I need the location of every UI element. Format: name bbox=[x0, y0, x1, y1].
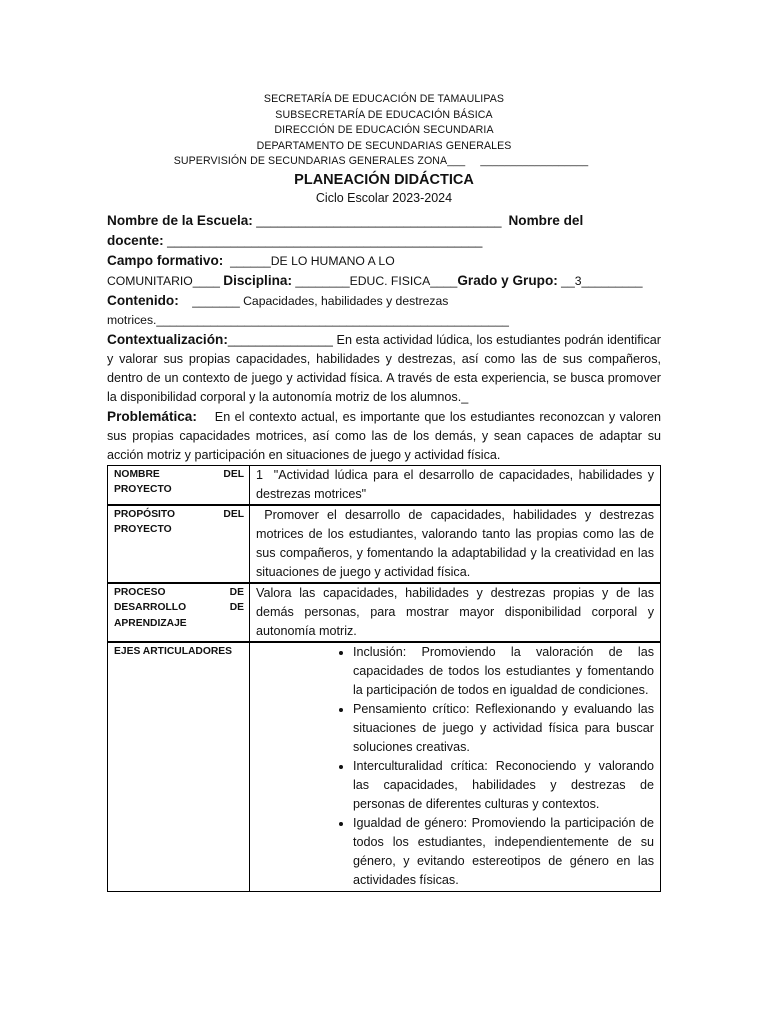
header-direccion: DIRECCIÓN DE EDUCACIÓN SECUNDARIA bbox=[274, 124, 494, 136]
table-row bbox=[108, 505, 661, 583]
header-subsecretaria: SUBSECRETARÍA DE EDUCACIÓN BÁSICA bbox=[275, 108, 493, 121]
table-content-cell: Promover el desarrollo de capacidades, habilidades y destrezas motrices de los estudiantes, valorando tanto las propias como las de sus compañeros, y fomentando la adaptabilidad y la creatividad en las situaciones de juego y actividad física. bbox=[250, 505, 661, 583]
contextualizacion-label: Contextualización: bbox=[107, 331, 228, 347]
teacher-name-label-2: docente: bbox=[107, 232, 164, 248]
row-label-line: DESARROLLO DE bbox=[114, 602, 244, 613]
table-content-cell bbox=[250, 642, 661, 892]
contenido-value: _______ Capacidades, habilidades y destrezas bbox=[178, 293, 449, 308]
row-label-line: EJES ARTICULADORES bbox=[114, 645, 233, 657]
contextualizacion-paragraph bbox=[107, 330, 661, 407]
list-item: • Pensamiento crítico: Reflexionando y evaluando las situaciones de juego y actividad física para buscar soluciones creativas. bbox=[353, 700, 654, 757]
campo-formativo-value-2: COMUNITARIO____ bbox=[107, 273, 224, 288]
school-name-line bbox=[107, 211, 661, 231]
problematica-paragraph bbox=[107, 407, 665, 465]
grado-grupo-label: Grado y Grupo: bbox=[457, 272, 558, 288]
table-row bbox=[108, 465, 661, 505]
row-label-line: PROPÓSITO DEL bbox=[114, 508, 244, 520]
table-label-cell bbox=[108, 642, 250, 892]
planning-table bbox=[107, 465, 661, 892]
list-item: • Inclusión: Promoviendo la valoración de las capacidades de todos los estudiantes y fomentando la participación de todos en igualdad de condiciones. bbox=[353, 643, 654, 700]
ejes-list bbox=[256, 643, 654, 890]
contenido-value-2: motrices.____________________________________________________ bbox=[107, 312, 509, 327]
disciplina-label: Disciplina: bbox=[223, 272, 293, 288]
contenido-line-2 bbox=[107, 311, 661, 330]
contenido-label: Contenido: bbox=[107, 292, 179, 308]
disciplina-value: ________EDUC. FISICA____ bbox=[292, 273, 458, 288]
document-title: PLANEACIÓN DIDÁCTICA bbox=[294, 171, 474, 188]
contextualizacion-text: _______________ En esta actividad lúdica, los estudiantes podrán identificar y valorar sus propias capacidades, habilidades y destrezas, así como las de sus compañeros, dentro de un contexto de juego y actividad física. A través de esta experiencia, se busca promover la disponibilidad corporal y la autonomía motriz de los alumnos._ bbox=[107, 332, 661, 404]
problematica-text: En el contexto actual, es importante que los estudiantes reconozcan y valoren sus propias capacidades motrices, así como las de los demás, y sean capaces de adaptar su acción motriz y participación en situaciones de juego y actividad física. bbox=[107, 409, 665, 462]
campo-formativo-value: ______DE LO HUMANO A LO bbox=[223, 253, 395, 268]
header-secretaria: SECRETARÍA DE EDUCACIÓN DE TAMAULIPAS bbox=[263, 93, 505, 105]
header-departamento: DEPARTAMENTO DE SECUNDARIAS GENERALES bbox=[256, 139, 512, 152]
list-item: • Interculturalidad crítica: Reconociendo y valorando las capacidades, habilidades y destrezas de personas de diferentes culturas y contextos. bbox=[353, 757, 654, 814]
table-label-cell bbox=[108, 505, 250, 583]
table-content-cell: 1 "Actividad lúdica para el desarrollo de capacidades, habilidades y destrezas motrices" bbox=[250, 465, 661, 505]
contenido-line bbox=[107, 291, 661, 311]
row-label-line: PROYECTO bbox=[114, 484, 172, 495]
teacher-name-label: Nombre del bbox=[508, 212, 584, 228]
table-content-cell: Valora las capacidades, habilidades y destrezas propias y de las demás personas, para mostrar mayor disponibilidad corporal y autonomía motriz. bbox=[250, 583, 661, 642]
school-name-blank: ___________________________________ bbox=[252, 213, 509, 228]
school-name-label: Nombre de la Escuela: bbox=[107, 212, 253, 228]
table-label-cell bbox=[108, 583, 250, 642]
teacher-name-blank: _____________________________________________ bbox=[163, 233, 483, 248]
table-label-cell bbox=[108, 465, 250, 505]
campo-formativo-label: Campo formativo: bbox=[107, 252, 224, 268]
row-label-line: PROYECTO bbox=[114, 524, 172, 535]
table-row bbox=[108, 642, 661, 892]
grado-grupo-value: __3_________ bbox=[557, 273, 643, 288]
teacher-name-line bbox=[107, 231, 661, 251]
table-row bbox=[108, 583, 661, 642]
row-label-line: PROCESO DE bbox=[114, 586, 244, 598]
disciplina-line bbox=[107, 271, 661, 291]
list-item: • Igualdad de género: Promoviendo la participación de todos los estudiantes, independientemente de su género, y evitando estereotipos de género en las actividades físicas. bbox=[353, 814, 654, 890]
document-page bbox=[107, 92, 665, 892]
campo-formativo-line bbox=[107, 251, 661, 271]
problematica-label: Problemática: bbox=[107, 408, 197, 424]
row-label-line: APRENDIZAJE bbox=[114, 617, 187, 629]
header-supervision: SUPERVISIÓN DE SECUNDARIAS GENERALES ZONA___ __________________ bbox=[173, 155, 589, 167]
row-label-line: NOMBRE DEL bbox=[114, 468, 244, 480]
school-year: Ciclo Escolar 2023-2024 bbox=[315, 190, 453, 205]
